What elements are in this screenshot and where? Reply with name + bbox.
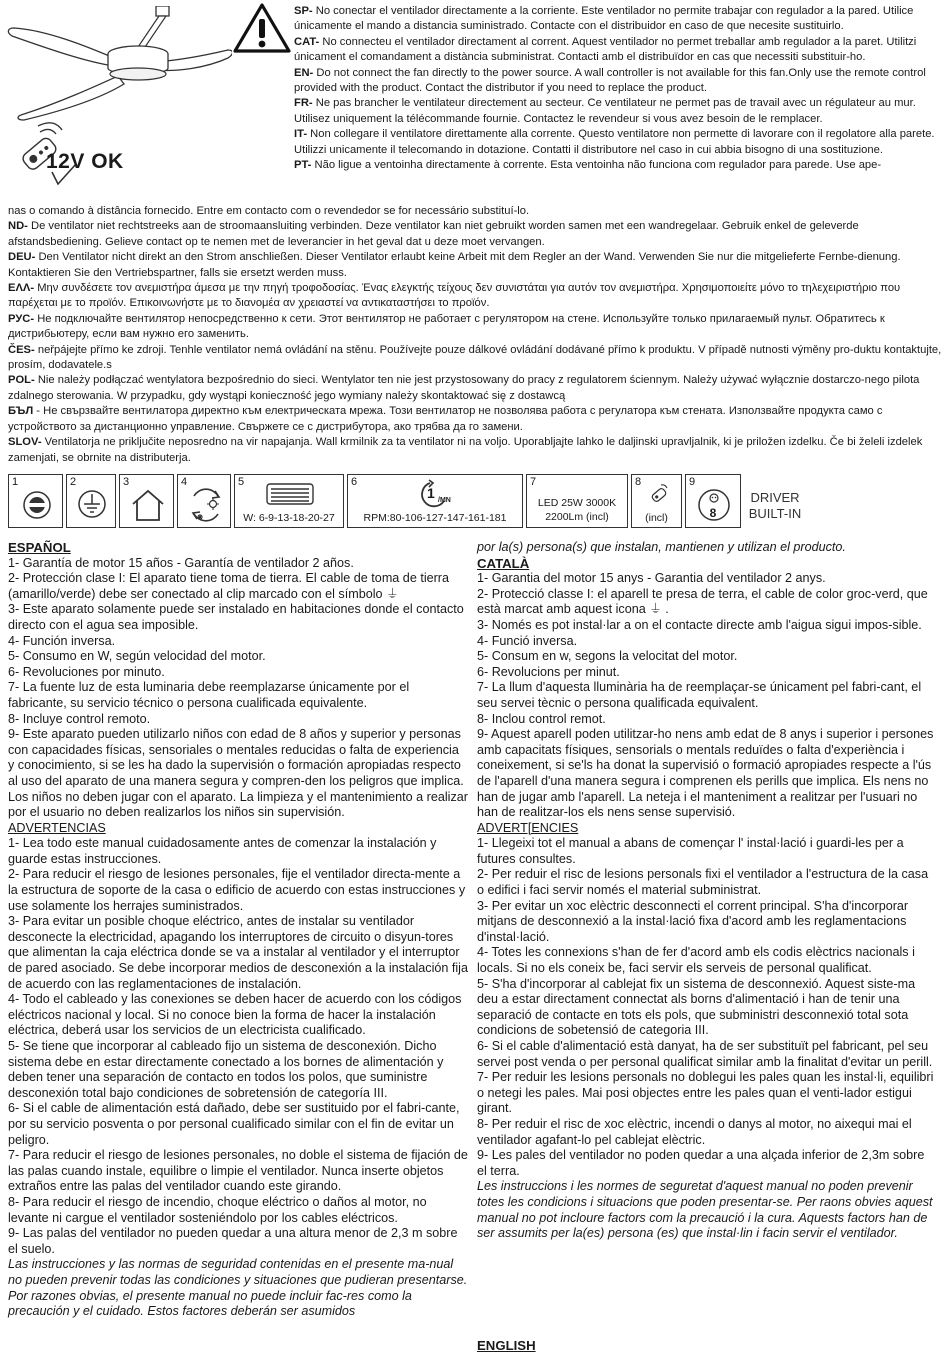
language-note — [8, 219, 942, 250]
earth-ground-icon — [77, 489, 107, 519]
language-note — [294, 158, 942, 173]
symbol-box-earth — [66, 474, 116, 528]
language-code: EN- — [294, 66, 314, 79]
language-note — [8, 343, 942, 374]
language-text: Não ligue a ventoinha directamente à corrente. Esta ventoinha não funciona com regulador para parede. Use ape- — [311, 159, 882, 172]
language-text: Den Ventilator nicht direkt an den Strom anschließen. Dieser Ventilator erlaubt keine Arbeit mit dem Regler an der Wand. Verwenden Sie nur die mitgelieferte Fernbe-dienung. Kontaktieren Sie den Vertriebspartner, falls sie ersetzt werden muss. — [8, 251, 901, 279]
symbol-number: 9 — [689, 476, 696, 488]
rpm-digit: 1 — [427, 485, 435, 501]
language-text: Non collegare il ventilatore direttamente alla corrente. Questo ventilatore non permette di lavorare con il regolatore alla parete. Utilizzi unicamente il telecomando in dotazione. Contatti il distributore nel caso in cui abbia bisogno di una sostituzione. — [294, 128, 935, 156]
language-code: SLOV- — [8, 436, 42, 449]
language-note — [8, 204, 942, 219]
symbol-number: 5 — [238, 476, 245, 488]
instruction-paragraph: 5- Se tiene que incorporar al cableado fijo un sistema de desconexión. Dicho sistema debe en estar directamente conectado a los bornes de alimentación y deben tener una separación de contacto en todos los polos, que suministre desconexión total bajo condiciones de sobretensión de categoría III. — [8, 1039, 444, 1100]
instruction-paragraph: 1- Garantía de motor 15 años - Garantía de ventilador 2 años. — [8, 555, 354, 570]
house-icon — [130, 487, 166, 523]
section-heading: CATALÀ — [477, 555, 530, 571]
symbol-number: 6 — [351, 476, 358, 488]
warning-icon — [232, 2, 292, 54]
subsection-heading: ADVERTENCIAS — [8, 820, 106, 835]
instruction-paragraph: 3- Per evitar un xoc elèctric desconnecti el corrent principal. S'ha d'incorporar mitjans de desconnexió a la instal·lació fixa d'acord amb les reglamentacions d'instal·lació. — [477, 898, 909, 944]
instruction-paragraph: 4- Totes les connexions s'han de fer d'acord amb els codis elèctrics nacionals i locals. Si no els coneix be, faci servir els serveis de personal qualificat. — [477, 945, 915, 976]
subsection-heading: ADVERT[ENCIES — [477, 820, 579, 835]
catalan-section — [477, 540, 937, 1242]
instruction-paragraph: 5- Consum en w, segons la velocitat del motor. — [477, 649, 738, 664]
language-code: РУС- — [8, 312, 35, 325]
language-text: Μην συνδέσετε τον ανεμιστήρα άμεσα με την πηγή τροφοδοσίας. Ένας ελεγκτής τείχους δεν συνιστάται για αυτόν τον ανεμιστήρα. Χρησιμοποιείτε μόνο το τηλεχειριστήριο που παρέχεται με το προϊόν. Επικοινωνήστε με το διανομέα αν χρειαστεί να αντικαταστήσει το προϊόν. — [8, 282, 901, 310]
symbol-box-rpm — [347, 474, 523, 528]
language-note — [294, 66, 942, 97]
language-note — [294, 35, 942, 66]
language-note — [294, 127, 942, 158]
instruction-paragraph: 8- Per reduir el risc de xoc elèctric, incendi o danys al motor, no aixequi mai el ventilador agafant-lo pel cablejat elèctric. — [477, 1116, 912, 1147]
language-code: DEU- — [8, 251, 36, 264]
instruction-paragraph: 5- S'ha d'incorporar al cablejat fix un sistema de desconnexió. Aquest siste-ma deu a estar directament connectat als borns d'alimentació i han de tenir una separació de contacte en tots els pols, que subministri desconnexió total sota condicions de sobetensió de categoria III. — [477, 976, 916, 1038]
symbol-box-reverse — [177, 474, 231, 528]
language-note — [8, 404, 942, 435]
instruction-paragraph: 6- Revoluciones por minuto. — [8, 664, 165, 679]
language-code: CAT- — [294, 35, 320, 48]
language-text: No conectar el ventilador directamente a la corriente. Este ventilador no permite trabajar con regulador a la pared. Utilice únicamente el mando a distancia suministrado. Contacte con el distribuidor en caso de que necesite sustituirlo. — [294, 5, 914, 33]
symbol-strip — [8, 474, 942, 528]
language-code: PT- — [294, 159, 312, 172]
ceiling-fan-illustration — [6, 6, 232, 124]
instruction-paragraph: 2- Per reduir el risc de lesions personals fixi el ventilador a l'estructura de la casa o edifici i faci servir només el material subministrat. — [477, 867, 929, 898]
language-notes — [8, 204, 942, 466]
language-note — [8, 435, 942, 466]
remote-voltage-label: 12V OK — [46, 150, 124, 173]
instruction-paragraph: 1- Llegeixi tot el manual a abans de començar l' instal·lació i guardi-les per a futures consultes. — [477, 836, 904, 866]
instruction-paragraph: 1- Garantia del motor 15 anys - Garantia del ventilador 2 anys. — [477, 571, 826, 586]
instruction-paragraph: 2- Protección clase I: El aparato tiene toma de tierra. El cable de toma de tierra (amarillo/verde) debe ser conectado al clip marcado con el símbolo ⏚ — [8, 571, 450, 601]
top-language-notes — [294, 4, 942, 173]
symbol-number: 1 — [12, 476, 19, 488]
instruction-paragraph: 1- Lea todo este manual cuidadosamente antes de comenzar la instalación y guarde estas instrucciones. — [8, 836, 437, 866]
remote-icon — [647, 481, 671, 505]
language-text: nas o comando à distância fornecido. Entre em contacto com o revendedor se for necessário substituí-lo. — [8, 205, 530, 217]
symbol-box-power — [234, 474, 344, 528]
rpm-values: RPM:80-106-127-147-161-181 — [363, 512, 507, 524]
language-code: ΕΛΛ- — [8, 282, 35, 295]
language-code: POL- — [8, 374, 35, 387]
instruction-paragraph: 7- La fuente luz de esta luminaria debe reemplazarse únicamente por el fabricante, su servicio técnico o persona cualificada equivalente. — [8, 680, 410, 710]
symbol-box-indoor — [119, 474, 174, 528]
instruction-paragraph: 2- Protecció classe I: el aparell te presa de terra, el cable de color groc-verd, que està marcat amb aquest icona ⏚ . — [477, 586, 928, 617]
instruction-paragraph: 4- Funció inversa. — [477, 633, 578, 648]
language-code: БЪЛ — [8, 405, 34, 418]
reverse-function-icon — [186, 484, 226, 526]
instruction-paragraph: 7- Per reduir les lesions personals no doblegui les pales quan les instal·li, equilibri o netegi les pales. Mai posi objectes entre les pales quan el venti-lador estigui girant. — [477, 1070, 934, 1116]
instruction-paragraph: 7- Para reducir el riesgo de lesiones personales, no doble el sistema de fijación de las palas cuando instale, equilibre o limpie el ventilador. Nunca inserte objetos extraños entre las palas del ventilador cuando este girando. — [8, 1148, 468, 1194]
instruction-paragraph: 3- Este aparato solamente puede ser instalado en habitaciones donde el contacto directo con el agua sea imposible. — [8, 602, 464, 632]
symbol-box-remote — [631, 474, 682, 528]
language-text: De ventilator niet rechtstreeks aan de stroomaansluiting verbinden. Deze ventilator kan niet gebruikt worden samen met een wandregelaar. Gebruik enkel de geleverde afstandsbediening. Gelieve contact op te nemen met de leverancier in het geval dat u deze moet vervangen. — [8, 220, 859, 248]
language-text: Ventilatorja ne priključite neposredno na vir napajanja. Wall krmilnik za ta ventilator ni na voljo. Uporabljajte lahko le daljinski upravljalnik, ki je priložen izdelku. Če bi želeli izdelek zamenjati, se obrnite na distributerja. — [8, 436, 923, 464]
symbol-box-led — [526, 474, 628, 528]
instruction-paragraph: 9- Les pales del ventilador no poden quedar a una alçada inferior de 2,3m sobre el terra. — [477, 1148, 925, 1178]
driver-built-in-label — [744, 490, 806, 522]
language-note — [8, 281, 942, 312]
language-text: neřpájejte přímo ke zdroji. Tenhle ventilator nemá ovládání na stěnu. Používejte pouze dálkové ovládání dodávané přímo k produktu. V případě nutnosti výměny pro-duktu kontaktujte, prosím, dodavatele.s — [8, 343, 942, 372]
spanish-section — [8, 540, 468, 1320]
instruction-paragraph: Les instruccions i les normes de seguretat d'aquest manual no poden prevenir totes les condicions i situacions que poden presentar-se. Per raons obvies aquest manual no pot incloure factors com la precaució i la cura. Aquests factors han de ser assumits per la(es) persona (es) que instal·lin i facin servir el ventilador. — [477, 1179, 933, 1241]
instruction-paragraph: 8- Inclou control remot. — [477, 711, 606, 726]
language-note — [8, 373, 942, 404]
instruction-paragraph: por la(s) persona(s) que instalan, mantienen y utilizan el producto. — [477, 540, 846, 554]
built-in-label: BUILT-IN — [748, 506, 802, 521]
child-age-number: 8 — [709, 506, 717, 520]
led-lumens: 2200Lm (incl) — [545, 511, 609, 523]
motor-power-icon — [265, 481, 315, 507]
instruction-paragraph: 9- Las palas del ventilador no pueden quedar a una altura menor de 2,3 m sobre el suelo. — [8, 1226, 458, 1256]
language-text: - Не свързвайте вентилатора директно към електрическата мрежа. Този вентилатор не позволява работа с регулатора към стената. Използвайте продукта само с устройството за дистанционно управление. Свържете се с дистрибутора, ако трябва да го замени. — [8, 405, 883, 433]
language-text: Nie należy podłączać wentylatora bezpośrednio do sieci. Wentylator ten nie jest przystosowany do pracy z regulatorem ściennym. Należy używać wyłącznie dostarczo-nego pilota zdalnego sterowania. W przypadku, gdy wystąpi konieczność jego wymiany należy skontaktować się z dostawcą — [8, 374, 920, 402]
rpm-unit: /MN — [438, 497, 451, 504]
instruction-paragraph: 3- Només es pot instal·lar a on el contacte directe amb l'aigua sigui impos-sible. — [477, 617, 922, 632]
language-note — [8, 250, 942, 281]
remote-included: (incl) — [645, 512, 668, 524]
instruction-paragraph: 7- La llum d'aquesta lluminària ha de reemplaçar-se únicament pel fabri-cant, el seu servei tècnic o persona qualificada equivalent. — [477, 680, 922, 710]
symbol-number: 4 — [181, 476, 188, 488]
language-code: ČES- — [8, 343, 35, 356]
driver-label: DRIVER — [750, 490, 800, 505]
symbol-number: 7 — [530, 476, 537, 488]
instruction-paragraph: 6- Si el cable de alimentación está dañado, debe ser sustituido por el fabri-cante, por su servicio posventa o por personal cualificado similar con el fin de evitar un peligro. — [8, 1101, 460, 1147]
language-code: SP- — [294, 5, 313, 17]
instruction-paragraph: 6- Revolucions per minut. — [477, 664, 620, 679]
instruction-paragraph: 8- Para reducir el riesgo de incendio, choque eléctrico o daños al motor, no levante ni cargue el ventilador sosteniéndolo por los cables eléctricos. — [8, 1194, 427, 1225]
instruction-paragraph: 5- Consumo en W, según velocidad del motor. — [8, 649, 266, 664]
instruction-paragraph: 9- Este aparato pueden utilizarlo niños con edad de 8 años y superior y personas con capacidades físicas, sensoriales o mentales reducidas o falta de experiencia y conocimiento, si se les ha dado la supervisión o formación apropiadas respecto al uso del aparato de una manera segura y compren-den los peligros que implica. Los niños no deben jugar con el aparato. La limpieza y el mantenimiento a realizar por el usuario no deben realizarlos los niños sin supervisión. — [8, 727, 468, 820]
section-heading: ESPAÑOL — [8, 540, 71, 555]
warranty-seal-icon — [22, 490, 52, 520]
instruction-paragraph: 6- Si el cable d'alimentació està danyat, ha de ser substituït pel fabricant, pel seu servei post venda o per personal qualificat similar amb la finalitat d'evitar un perill. — [477, 1039, 933, 1069]
symbol-number: 2 — [70, 476, 77, 488]
symbol-number: 3 — [123, 476, 130, 488]
power-values: W: 6-9-13-18-20-27 — [243, 512, 335, 524]
language-text: No connecteu el ventilador directament al corrent. Aquest ventilador no permet treballar amb regulador a la paret. Utilitzi únicament el comandament a distància subministrat. Contacti amb el distribuïdor en cas que necessiti substituir-ho. — [294, 35, 917, 64]
language-code: ND- — [8, 220, 28, 233]
instruction-paragraph: 4- Todo el cableado y las conexiones se deben hacer de acuerdo con los códigos eléctricos nacional y local. Si no conoce bien la forma de hacer la instalación eléctrica, deberá usar los servicios de un electricista cualificado. — [8, 992, 462, 1038]
instruction-paragraph: 2- Para reducir el riesgo de lesiones personales, fije el ventilador directa-mente a la estructura de soporte de la casa o edificio de acuerdo con estas instrucciones y use solamente los herrajes suministrados. — [8, 867, 466, 913]
symbol-number: 8 — [635, 476, 642, 488]
language-note — [294, 4, 942, 35]
instruction-paragraph: Las instrucciones y las normas de seguridad contenidas en el presente ma-nual no pueden prevenir todas las condiciones y situaciones que pudieran presentarse. Por razones obvias, el presente manual no puede incluir fac-res como la precaución y el cuidado. Estos factores deberán ser asumidos — [8, 1257, 468, 1319]
symbol-box-warranty — [8, 474, 63, 528]
led-power: LED 25W 3000K — [537, 497, 617, 509]
language-code: IT- — [294, 128, 308, 141]
language-note — [294, 96, 942, 127]
language-note — [8, 312, 942, 343]
instruction-paragraph: 9- Aquest aparell poden utilitzar-ho nens amb edat de 8 anys i superior i persones amb capacitats físiques, sensorials o mentals reduïdes o falta d'experiència i coneixement, si se'ls ha donat la supervisió o formació apropiades respecte a l'ús de l'aparell d'una manera segura i comprenen els perills que implica. Els nens no han de jugar amb l'aparell. La neteja i el manteniment a realitzar per l'usuari no han de realitzar-los els nens sense supervisió. — [477, 727, 934, 820]
instruction-paragraph: 4- Función inversa. — [8, 633, 116, 648]
language-text: Не подключайте вентилятор непосредственно к сети. Этот вентилятор не работает с регулятором на стене. Используйте только прилагаемый пульт. Обратитесь к дистрибьютеру, если вам нужно его заменить. — [8, 312, 885, 341]
english-heading: ENGLISH — [477, 1338, 536, 1353]
symbol-box-children — [685, 474, 741, 528]
instruction-paragraph: 3- Para evitar un posible choque eléctrico, antes de instalar su ventilador desconecte la electricidad, apagando los interruptores de circuito o disyun-tores que alimentan la caja eléctrica donde se va a instalar al ventilador y el interruptor de pared asociado. Se debe incorporar medios de desconexión a la instalación fija de acuerdo con las reglamentaciones de instalación. — [8, 914, 468, 991]
instruction-paragraph: 8- Incluye control remoto. — [8, 711, 151, 726]
language-text: Do not connect the fan directly to the power source. A wall controller is not available for this fan.Only use the remote control provided with the product. Contact the distributor if you need to replace the product. — [294, 66, 926, 95]
language-text: Ne pas brancher le ventilateur directement au secteur. Ce ventilateur ne permet pas de travail avec un régulateur au mur. Utilisez uniquement la télécommande fournie. Contactez le revendeur si vous avez besoin de le remplacer. — [294, 97, 916, 125]
language-code: FR- — [294, 97, 313, 110]
